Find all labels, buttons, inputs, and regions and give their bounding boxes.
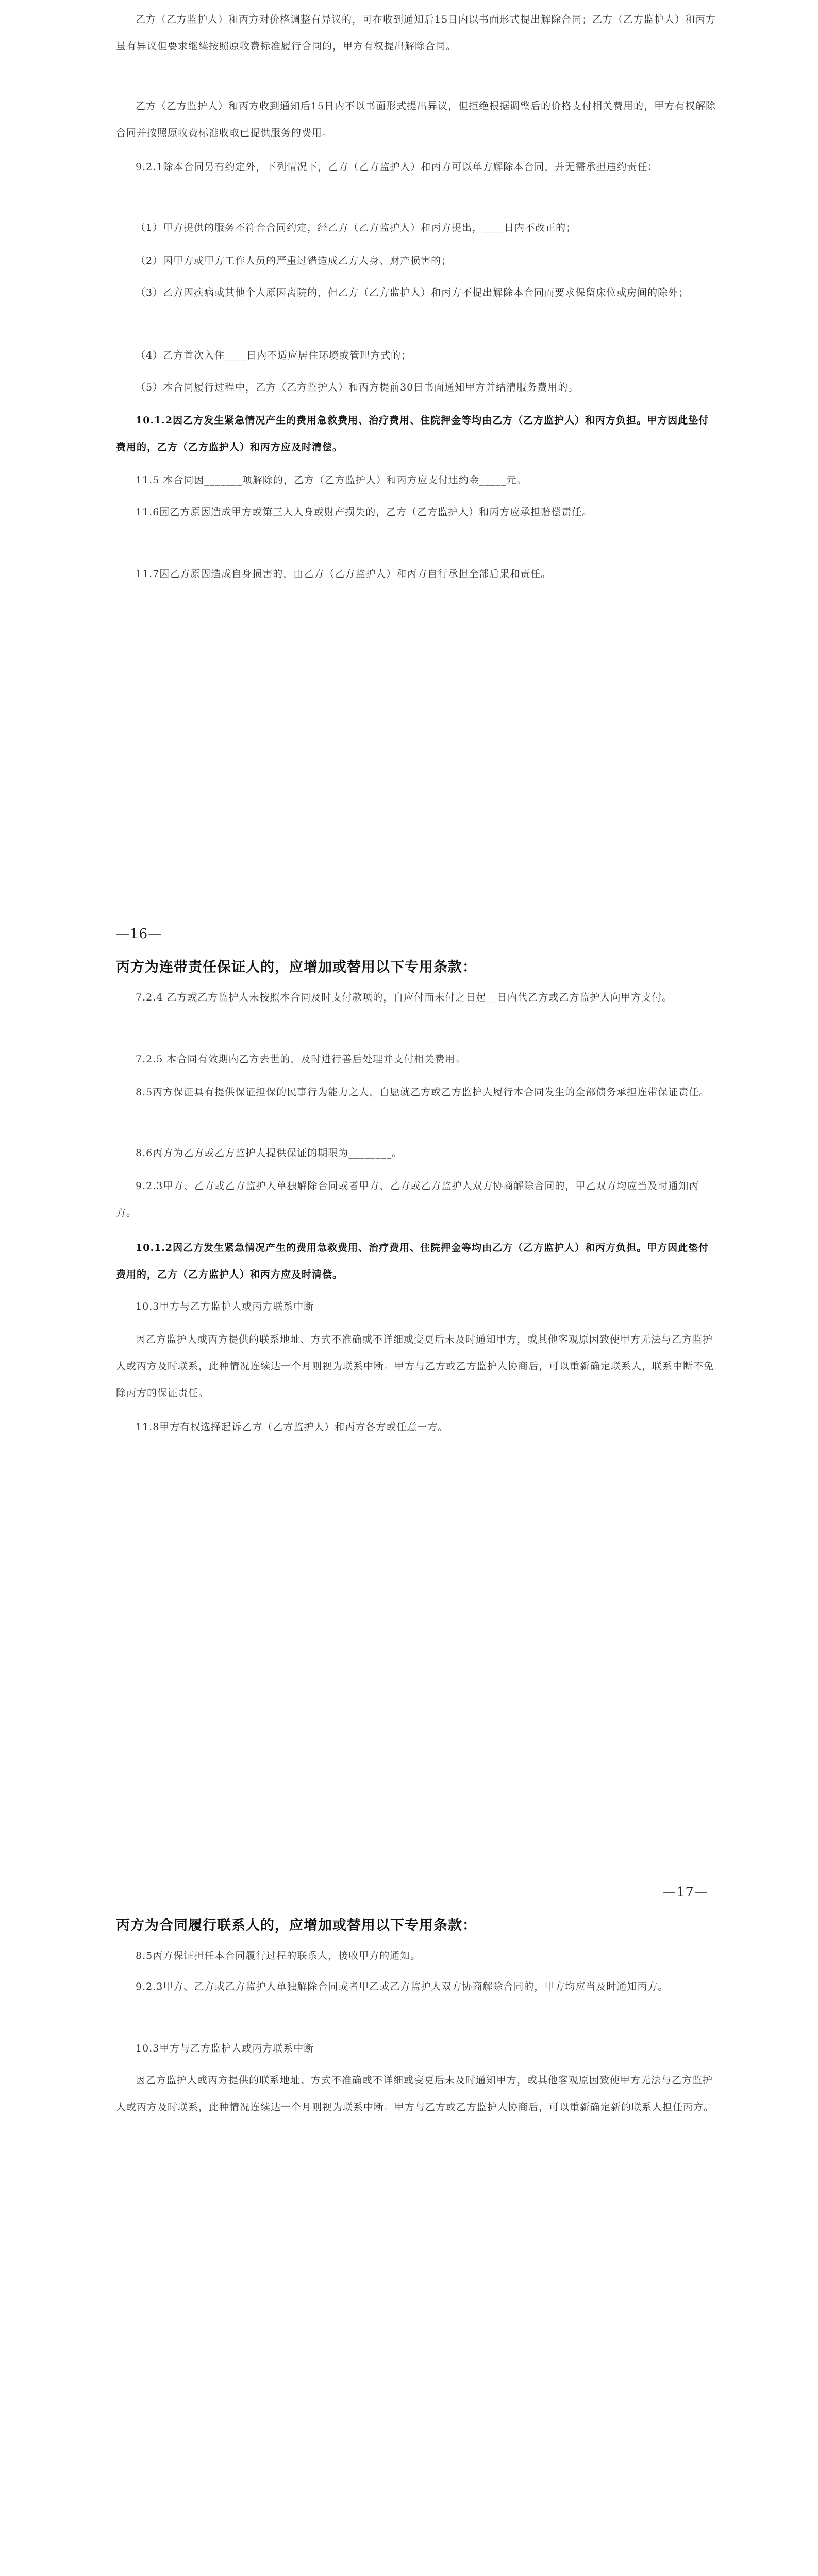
paragraph: 8.5丙方保证担任本合同履行过程的联系人，接收甲方的通知。	[136, 1950, 421, 1961]
paragraph: 11.8甲方有权选择起诉乙方（乙方监护人）和丙方各方或任意一方。	[136, 1421, 448, 1433]
paragraph: 11.6因乙方原因造成甲方或第三人人身或财产损失的，乙方（乙方监护人）和丙方应承担赔偿责任。	[136, 506, 593, 518]
paragraph: （5）本合同履行过程中，乙方（乙方监护人）和丙方提前30日书面通知甲方并结清服务费用的。	[136, 382, 579, 393]
paragraph: （1）甲方提供的服务不符合合同约定，经乙方（乙方监护人）和丙方提出，____日内不改正的；	[136, 222, 577, 233]
paragraph: 7.2.4 乙方或乙方监护人未按照本合同及时支付款项的，自应付而未付之日起__日内代乙方或乙方监护人向甲方支付。	[136, 992, 673, 1003]
paragraph: 因乙方监护人或丙方提供的联系地址、方式不准确或不详细或变更后未及时通知甲方，或其他客观原因致使甲方无法与乙方监护人或丙方及时联系，此种情况连续达一个月则视为联系中断。甲方与乙方或乙方监护人协商后，可以重新确定联系人，联系中断不免除丙方的保证责任。	[116, 1334, 714, 1399]
page-number: —16—	[116, 926, 162, 942]
paragraph: 因乙方监护人或丙方提供的联系地址、方式不准确或不详细或变更后未及时通知甲方，或其他客观原因致使甲方无法与乙方监护人或丙方及时联系，此种情况连续达一个月则视为联系中断。甲方与乙方或乙方监护人协商后，可以重新确定新的联系人担任丙方。	[116, 2075, 714, 2113]
paragraph: 乙方（乙方监护人）和丙方收到通知后15日内不以书面形式提出异议，但拒绝根据调整后的价格支付相关费用的，甲方有权解除合同并按照原收费标准收取已提供服务的费用。	[116, 100, 716, 139]
paragraph: 10.3甲方与乙方监护人或丙方联系中断	[136, 2043, 314, 2054]
paragraph: 乙方（乙方监护人）和丙方对价格调整有异议的，可在收到通知后15日内以书面形式提出解除合同；乙方（乙方监护人）和丙方虽有异议但要求继续按照原收费标准履行合同的，甲方有权提出解除合同。	[116, 14, 716, 52]
section-heading: 丙方为合同履行联系人的，应增加或替用以下专用条款：	[116, 1918, 477, 1934]
paragraph: 8.6丙方为乙方或乙方监护人提供保证的期限为________。	[136, 1147, 403, 1159]
paragraph: 9.2.3甲方、乙方或乙方监护人单独解除合同或者甲方、乙方或乙方监护人双方协商解除合同的，甲乙双方均应当及时通知丙方。	[116, 1180, 699, 1218]
bold-clause: 10.1.2因乙方发生紧急情况产生的费用急救费用、治疗费用、住院押金等均由乙方（乙方监护人）和丙方负担。甲方因此垫付费用的，乙方（乙方监护人）和丙方应及时清偿。	[116, 415, 709, 453]
paragraph: （3）乙方因疾病或其他个人原因离院的，但乙方（乙方监护人）和丙方不提出解除本合同而要求保留床位或房间的除外；	[136, 287, 689, 298]
paragraph: 8.5丙方保证具有提供保证担保的民事行为能力之人，自愿就乙方或乙方监护人履行本合同发生的全部债务承担连带保证责任。	[136, 1087, 710, 1098]
paragraph: （4）乙方首次入住____日内不适应居住环境或管理方式的；	[136, 350, 412, 361]
paragraph: 7.2.5 本合同有效期内乙方去世的，及时进行善后处理并支付相关费用。	[136, 1054, 466, 1065]
bold-clause: 10.1.2因乙方发生紧急情况产生的费用急救费用、治疗费用、住院押金等均由乙方（乙方监护人）和丙方负担。甲方因此垫付费用的，乙方（乙方监护人）和丙方应及时清偿。	[116, 1242, 709, 1280]
paragraph: 10.3甲方与乙方监护人或丙方联系中断	[136, 1301, 314, 1312]
paragraph: 11.5 本合同因_______项解除的，乙方（乙方监护人）和丙方应支付违约金_____元。	[136, 474, 527, 486]
paragraph: 9.2.3甲方、乙方或乙方监护人单独解除合同或者甲乙或乙方监护人双方协商解除合同的，甲方均应当及时通知丙方。	[136, 1981, 669, 1992]
page-number: —17—	[662, 1885, 709, 1900]
paragraph: 9.2.1除本合同另有约定外，下列情况下，乙方（乙方监护人）和丙方可以单方解除本合同，并无需承担违约责任：	[136, 161, 658, 173]
section-heading: 丙方为连带责任保证人的，应增加或替用以下专用条款：	[116, 959, 477, 975]
paragraph: 11.7因乙方原因造成自身损害的，由乙方（乙方监护人）和丙方自行承担全部后果和责任。	[136, 568, 552, 580]
paragraph: （2）因甲方或甲方工作人员的严重过错造成乙方人身、财产损害的；	[136, 255, 452, 266]
